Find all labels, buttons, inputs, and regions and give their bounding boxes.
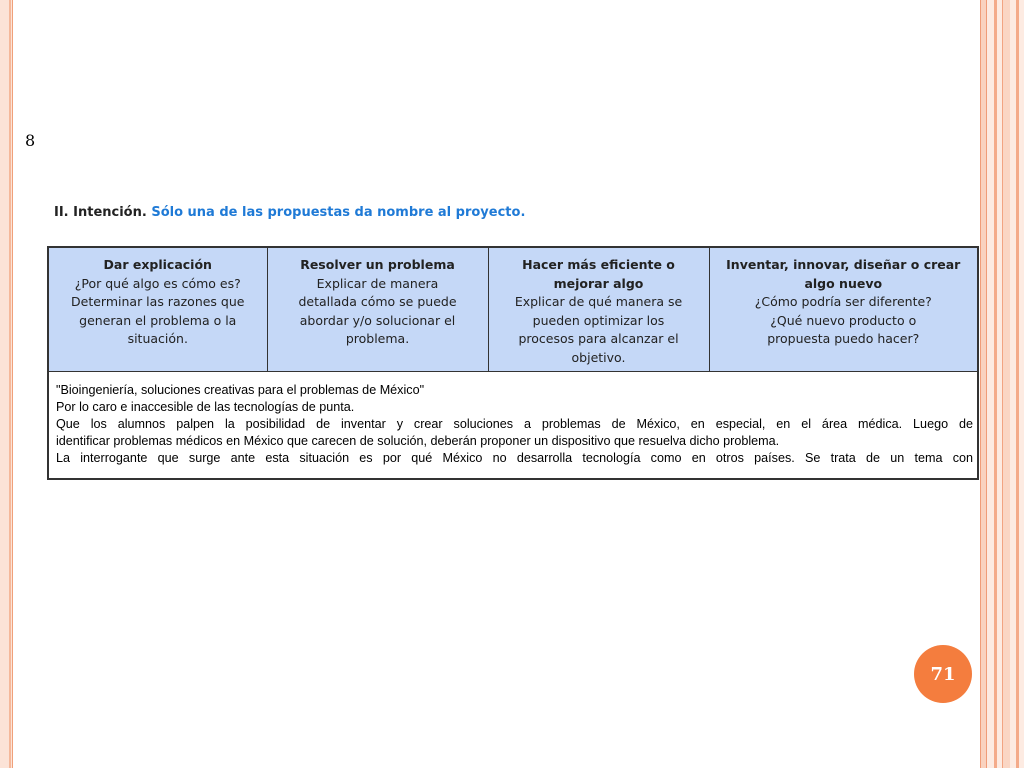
column-title: Inventar, innovar, diseñar o crear [726,257,961,272]
column-title: Dar explicación [103,257,212,272]
left-decorative-border [0,0,13,768]
column-text-line: procesos para alcanzar el [518,331,679,346]
description-line: identificar problemas médicos en México que carecen de solución, deberán proponer un dispositivo que resuelva dicho problema. [56,433,780,448]
project-description [48,371,978,479]
column-title: Hacer más eficiente o [522,257,675,272]
column-explain [48,247,267,371]
description-line: Que los alumnos palpen la posibilidad de inventar y crear soluciones a problemas de México, en especial, en el área médica. Luego de [56,416,973,431]
section-title [54,205,525,220]
column-text-line: ¿Qué nuevo producto o [770,312,917,328]
description-line: Por lo caro e inaccesible de las tecnologías de punta. [56,399,355,414]
column-text-line: generan el problema o la [79,312,237,328]
column-solve [267,247,488,371]
column-text-line: abordar y/o solucionar el [299,312,456,328]
stripe [994,0,997,768]
section-highlight: Sólo una de las propuestas da nombre al proyecto. [151,205,526,220]
right-decorative-border [980,0,1024,768]
column-title: algo nuevo [804,275,883,291]
column-improve [488,247,709,371]
page-number-badge: 71 [914,645,972,703]
column-text-line: pueden optimizar los [532,312,665,328]
column-text-line: Explicar de qué manera se [514,294,683,309]
description-line: La interrogante que surge ante esta situación es por qué México no desarrolla tecnología como en otros países. Se trata de un tema con [56,450,973,465]
column-text-line: propuesta puedo hacer? [767,331,920,346]
column-text-line: Determinar las razones que [71,294,245,309]
column-text-line: situación. [127,331,188,346]
column-title: mejorar algo [553,275,644,291]
top-number: 8 [25,131,36,150]
column-title: Resolver un problema [300,257,455,272]
column-text-line: problema. [345,331,410,346]
column-text-line: detallada cómo se puede [298,294,457,309]
column-text-line: objetivo. [571,349,626,365]
intention-table [47,246,979,480]
stripe [980,0,987,768]
column-text-line: ¿Por qué algo es cómo es? [74,275,241,291]
project-title: "Bioingeniería, soluciones creativas para el problemas de México" [56,382,425,397]
table-body-row [48,371,978,479]
column-invent [709,247,978,371]
column-text-line: ¿Cómo podría ser diferente? [754,294,932,309]
section-prefix: II. Intención. [54,205,147,220]
stripe [1016,0,1019,768]
table-header-row [48,247,978,371]
column-text-line: Explicar de manera [316,275,439,291]
stripe [1002,0,1010,768]
